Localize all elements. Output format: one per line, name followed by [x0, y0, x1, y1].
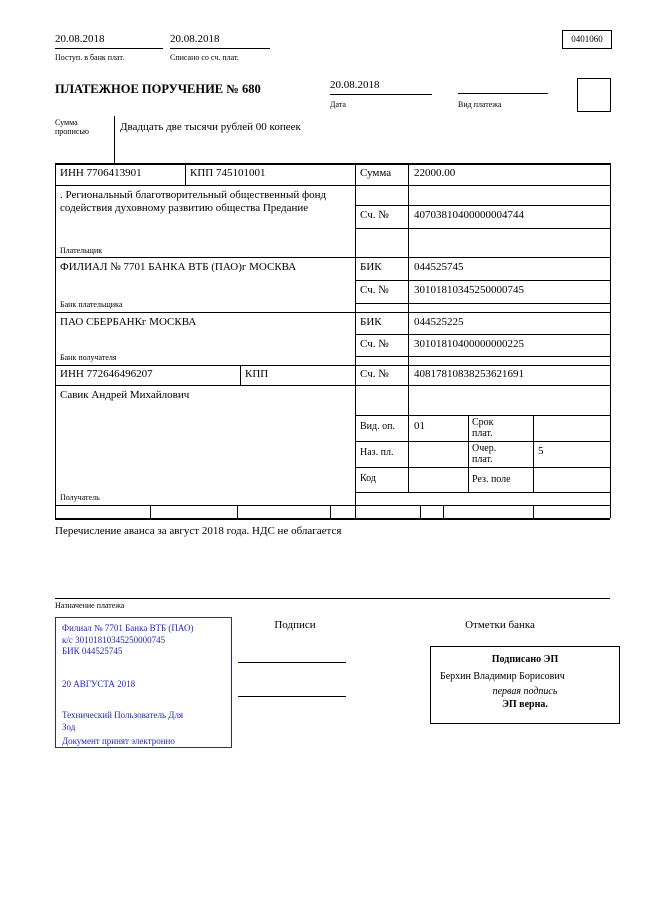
payee-bank-section-label: Банк получателя: [60, 353, 117, 362]
payee-account: 40817810838253621691: [414, 368, 524, 380]
grid-line: [55, 185, 610, 186]
payer-name: . Региональный благотворительный общественный фонд содействия духовному развитию общества Предание: [60, 189, 327, 214]
grid-line: [185, 163, 186, 185]
grid-line: [355, 441, 610, 442]
payee-section-label: Получатель: [60, 493, 100, 502]
payee-inn: ИНН 772646496207: [60, 368, 153, 380]
payer-bank-bik: 044525745: [414, 261, 464, 273]
signatures-label: Подписи: [274, 619, 316, 631]
payment-type-field: [458, 79, 548, 94]
grid-line: [355, 205, 610, 206]
priority-label: Очер. плат.: [472, 443, 497, 465]
op-type-label: Вид. оп.: [360, 421, 395, 432]
grid-line: [237, 505, 238, 518]
payee-kpp-label: КПП: [245, 368, 269, 380]
stamp-line: 20 АВГУСТА 2018: [62, 678, 136, 689]
grid-line: [355, 492, 610, 493]
grid-line: [55, 312, 610, 313]
stamp-line: БИК 044525745: [62, 646, 123, 656]
payee-name: Савик Андрей Михайлович: [60, 389, 190, 401]
payer-section-label: Плательщик: [60, 246, 103, 255]
ep-status: ЭП верна.: [502, 699, 548, 710]
grid-line: [150, 505, 151, 518]
grid-line: [420, 505, 421, 518]
grid-line: [55, 385, 610, 386]
grid-line: [533, 505, 534, 518]
purpose-label: Назначение платежа: [55, 601, 125, 610]
grid-line: [355, 280, 610, 281]
grid-line: [355, 356, 610, 357]
stamp-line: Филиал № 7701 Банка ВТБ (ПАО): [62, 623, 194, 633]
payee-bank-name: ПАО СБЕРБАНКг МОСКВА: [60, 316, 197, 328]
grid-line: [240, 365, 241, 385]
grid-line: [468, 415, 469, 492]
amount-words-value: Двадцать две тысячи рублей 00 копеек: [120, 121, 301, 133]
payer-bank-account-label: Сч. №: [360, 284, 389, 296]
payee-bank-account-label: Сч. №: [360, 338, 389, 350]
purpose-code-label: Наз. пл.: [360, 447, 394, 458]
payer-bank-account: 30101810345250000745: [414, 284, 524, 296]
grid-line: [610, 163, 611, 518]
grid-line: [55, 163, 56, 518]
debited-date: 20.08.2018: [170, 33, 270, 49]
grid-line: [355, 415, 610, 416]
ep-signer-name: Берхин Владимир Борисович: [440, 671, 565, 682]
amount-words-label-line2: прописью: [55, 127, 90, 136]
ep-title: Подписано ЭП: [491, 654, 559, 665]
reserve-label: Рез. поле: [472, 474, 511, 485]
payer-kpp: КПП 745101001: [190, 167, 266, 179]
amount-words-label: [55, 116, 115, 163]
grid-line: [443, 505, 444, 518]
purpose-text: Перечисление аванса за август 2018 года. НДС не облагается: [55, 525, 342, 537]
payer-bank-name: ФИЛИАЛ № 7701 БАНКА ВТБ (ПАО)г МОСКВА: [60, 261, 297, 273]
received-date-label: Поступ. в банк плат.: [55, 53, 125, 62]
payee-bank-account: 30101810400000000225: [414, 338, 524, 350]
stamp-line: к/с 30101810345250000745: [62, 634, 166, 645]
payer-bank-section-label: Банк плательщика: [60, 300, 123, 309]
grid-line: [355, 303, 610, 304]
electronic-signature-box: [430, 646, 620, 724]
grid-line: [355, 467, 610, 468]
code-label: Код: [360, 473, 376, 484]
grid-line: [55, 505, 610, 506]
grid-line: [55, 598, 610, 599]
grid-line: [330, 505, 331, 518]
payment-type-label: Вид платежа: [458, 100, 502, 109]
priority-value: 5: [538, 445, 544, 457]
payer-account: 40703810400000004744: [414, 209, 524, 221]
payee-bank-bik: 044525225: [414, 316, 464, 328]
stamp-line: Технический Пользователь Для: [62, 710, 184, 720]
grid-line: [355, 163, 356, 518]
payment-kind-box: [577, 78, 611, 112]
stamp-line: Документ принят электронно: [62, 736, 175, 746]
grid-line: [55, 518, 610, 520]
payer-bank-bik-label: БИК: [360, 261, 382, 273]
grid-line: [355, 334, 610, 335]
signature-line: [238, 696, 346, 697]
grid-line: [355, 228, 610, 229]
op-type-value: 01: [414, 420, 425, 432]
bank-marks-label: Отметки банка: [465, 619, 535, 631]
payee-account-label: Сч. №: [360, 368, 389, 380]
grid-line: [55, 365, 610, 366]
doc-date-field: 20.08.2018: [330, 79, 432, 95]
grid-line: [55, 257, 610, 258]
payer-inn: ИНН 7706413901: [60, 167, 142, 179]
amount-words-label-line1: Сумма: [55, 118, 78, 127]
stamp-line: Зод: [62, 721, 76, 732]
amount-label: Сумма: [360, 167, 392, 179]
due-date-label: Срок плат.: [472, 417, 494, 439]
grid-line: [408, 163, 409, 492]
grid-line: [55, 163, 610, 165]
payer-account-label: Сч. №: [360, 209, 389, 221]
ep-signer-role: первая подпись: [492, 686, 558, 697]
bank-stamp: [55, 617, 232, 748]
form-code-box: 0401060: [562, 30, 612, 49]
doc-date-label: Дата: [330, 100, 346, 109]
payee-bank-bik-label: БИК: [360, 316, 382, 328]
doc-title: ПЛАТЕЖНОЕ ПОРУЧЕНИЕ № 680: [55, 82, 261, 96]
grid-line: [533, 415, 534, 492]
received-date: 20.08.2018: [55, 33, 163, 49]
signature-line: [238, 662, 346, 663]
debited-date-label: Списано со сч. плат.: [170, 53, 239, 62]
amount-value: 22000.00: [414, 167, 456, 179]
